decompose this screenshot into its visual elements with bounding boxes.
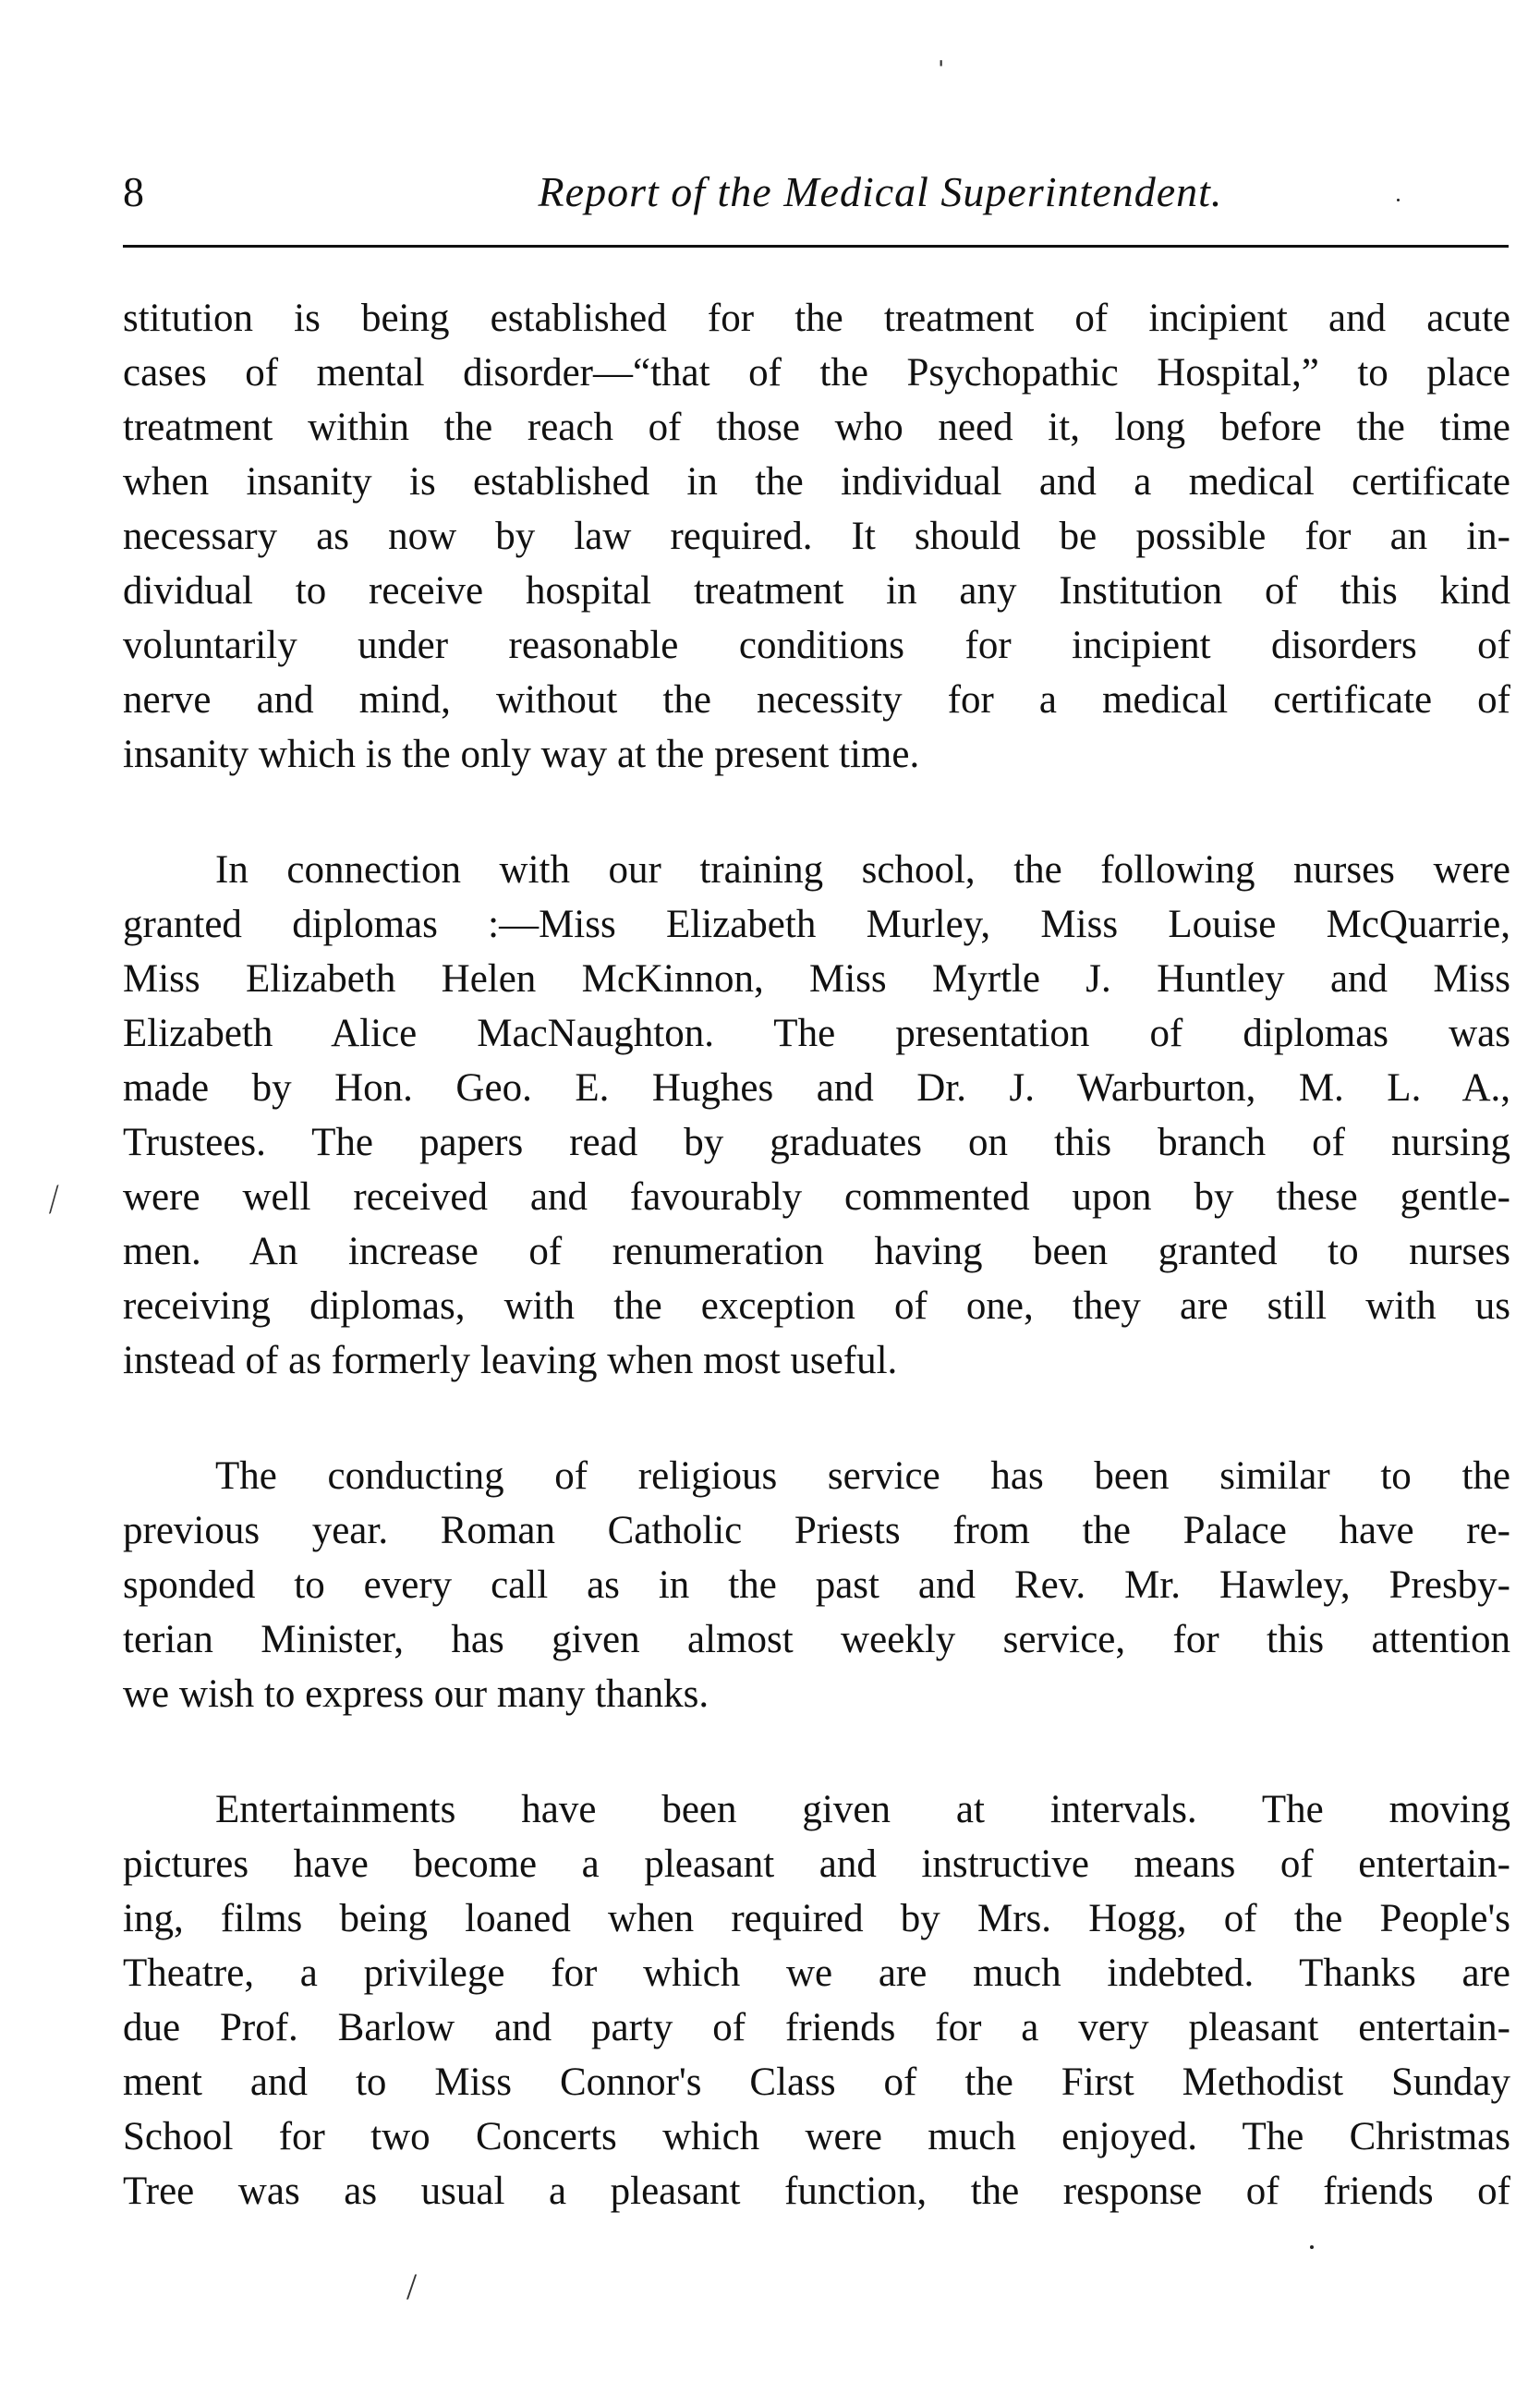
text-line: Tree was as usual a pleasant function, the response of friends of <box>123 2170 1510 2213</box>
text-line: In connection with our training school, the following nurses were <box>215 848 1510 892</box>
text-line: treatment within the reach of those who need it, long before the time <box>123 406 1510 449</box>
margin-pencil-mark: ⁄ <box>43 1178 65 1220</box>
text-line: were well received and favourably commented upon by these gentle- <box>123 1175 1510 1219</box>
text-line: due Prof. Barlow and party of friends for a very pleasant entertain- <box>123 2006 1510 2049</box>
paragraph <box>123 1449 1510 1721</box>
scan-speck: ˌ <box>935 25 948 67</box>
text-line: stitution is being established for the treatment of incipient and acute <box>123 297 1510 340</box>
text-line: The conducting of religious service has been similar to the <box>215 1454 1510 1498</box>
text-line: pictures have become a pleasant and instructive means of entertain- <box>123 1842 1510 1886</box>
text-line: instead of as formerly leaving when most useful. <box>123 1339 898 1382</box>
text-line: men. An increase of renumeration having been granted to nurses <box>123 1230 1510 1273</box>
text-line: we wish to express our many thanks. <box>123 1672 709 1716</box>
body-text <box>123 291 1510 2279</box>
text-line: ing, films being loaned when required by Mrs. Hogg, of the People's <box>123 1897 1510 1940</box>
text-line: cases of mental disorder—“that of the Psychopathic Hospital,” to place <box>123 351 1510 395</box>
text-line: dividual to receive hospital treatment in any Institution of this kind <box>123 569 1510 613</box>
text-line: Entertainments have been given at intervals. The moving <box>215 1788 1510 1831</box>
text-line: Miss Elizabeth Helen McKinnon, Miss Myrtle J. Huntley and Miss <box>123 957 1510 1001</box>
scan-speck: / <box>406 2266 418 2307</box>
text-line: made by Hon. Geo. E. Hughes and Dr. J. Warburton, M. L. A., <box>123 1066 1510 1110</box>
text-line: nerve and mind, without the necessity for a medical certificate of <box>123 678 1510 722</box>
text-line: Trustees. The papers read by graduates on this branch of nursing <box>123 1121 1510 1164</box>
scan-speck <box>1397 199 1400 201</box>
text-line: Elizabeth Alice MacNaughton. The presentation of diplomas was <box>123 1012 1510 1055</box>
text-line: voluntarily under reasonable conditions for incipient disorders of <box>123 624 1510 667</box>
text-line: receiving diplomas, with the exception of one, they are still with us <box>123 1284 1510 1328</box>
running-title: Report of the Medical Superintendent. <box>538 168 1223 215</box>
text-line: Theatre, a privilege for which we are much indebted. Thanks are <box>123 1951 1510 1995</box>
page-header <box>123 164 1499 220</box>
text-line: necessary as now by law required. It should be possible for an in- <box>123 515 1510 558</box>
paragraph <box>123 1782 1510 2219</box>
paragraph <box>123 843 1510 1388</box>
text-line: when insanity is established in the individual and a medical certificate <box>123 460 1510 504</box>
header-rule <box>123 245 1509 248</box>
page-number: 8 <box>123 168 144 215</box>
scan-speck <box>1310 2245 1314 2249</box>
text-line: sponded to every call as in the past and Rev. Mr. Hawley, Presby- <box>123 1563 1510 1607</box>
text-line: terian Minister, has given almost weekly service, for this attention <box>123 1618 1510 1661</box>
text-line: insanity which is the only way at the present time. <box>123 733 920 776</box>
text-line: School for two Concerts which were much enjoyed. The Christmas <box>123 2115 1510 2158</box>
text-line: previous year. Roman Catholic Priests from the Palace have re- <box>123 1509 1510 1552</box>
paragraph <box>123 291 1510 782</box>
text-line: ment and to Miss Connor's Class of the First Methodist Sunday <box>123 2061 1510 2104</box>
text-line: granted diplomas :—Miss Elizabeth Murley, Miss Louise McQuarrie, <box>123 903 1510 946</box>
